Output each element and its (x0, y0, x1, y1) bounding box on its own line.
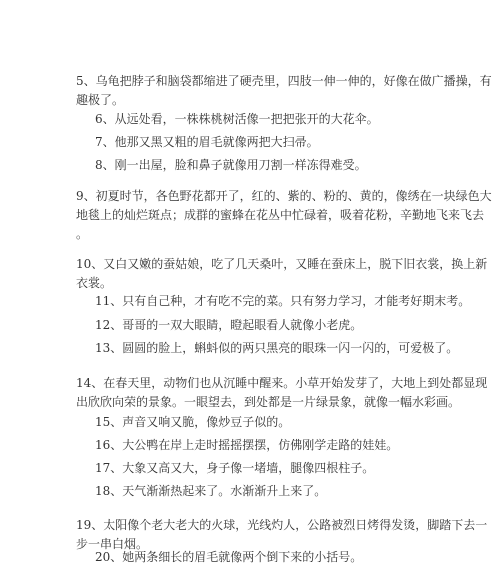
sentence-10: 10、又白又嫩的蚕姑娘，吃了几天桑叶，又睡在蚕床上，脱下旧衣裳，换上新 衣裳。 (76, 257, 488, 290)
sentence-19: 19、太阳像个老大老大的火球，光线灼人，公路被烈日烤得发烫，脚踏下去一 步一串白烟。 (76, 518, 488, 551)
sentence-16: 16、大公鸭在岸上走时摇摇摆摆，仿佛刚学走路的娃娃。 (95, 438, 399, 452)
sentence-13: 13、圆圆的脸上，蝌蚪似的两只黑亮的眼珠一闪一闪的，可爱极了。 (95, 341, 459, 355)
sentence-17: 17、大象又高又大，身子像一堵墙，腿像四根柱子。 (95, 461, 375, 475)
sentence-7: 7、他那又黑又粗的眉毛就像两把大扫帚。 (95, 135, 319, 149)
sentence-5: 5、乌龟把脖子和脑袋都缩进了硬壳里，四肢一伸一伸的，好像在做广播操，有 趣极了。 (76, 74, 492, 107)
sentence-20: 20、她两条细长的眉毛就像两个倒下来的小括号。 (95, 550, 363, 564)
sentence-9: 9、初夏时节，各色野花都开了，红的、紫的、粉的、黄的，像绣在一块绿色大 地毯上的灿烂斑点；成群的蜜蜂在花丛中忙碌着，吸着花粉，辛勤地飞来飞去 。 (76, 189, 492, 241)
sentence-8: 8、刚一出屋，脸和鼻子就像用刀割一样冻得难受。 (95, 158, 367, 172)
sentence-6: 6、从远处看，一株株桃树活像一把把张开的大花伞。 (95, 112, 379, 126)
sentence-14: 14、在春天里，动物们也从沉睡中醒来。小草开始发芽了，大地上到处都显现 出欣欣向荣的景象。一眼望去，到处都是一片绿景象，就像一幅水彩画。 (76, 376, 488, 409)
sentence-18: 18、天气渐渐热起来了。水渐渐升上来了。 (95, 484, 327, 498)
sentence-12: 12、哥哥的一双大眼睛，瞪起眼看人就像小老虎。 (95, 318, 363, 332)
sentence-15: 15、声音又响又脆，像炒豆子似的。 (95, 415, 291, 429)
sentence-11: 11、只有自己种，才有吃不完的菜。只有努力学习，才能考好期末考。 (95, 294, 471, 308)
